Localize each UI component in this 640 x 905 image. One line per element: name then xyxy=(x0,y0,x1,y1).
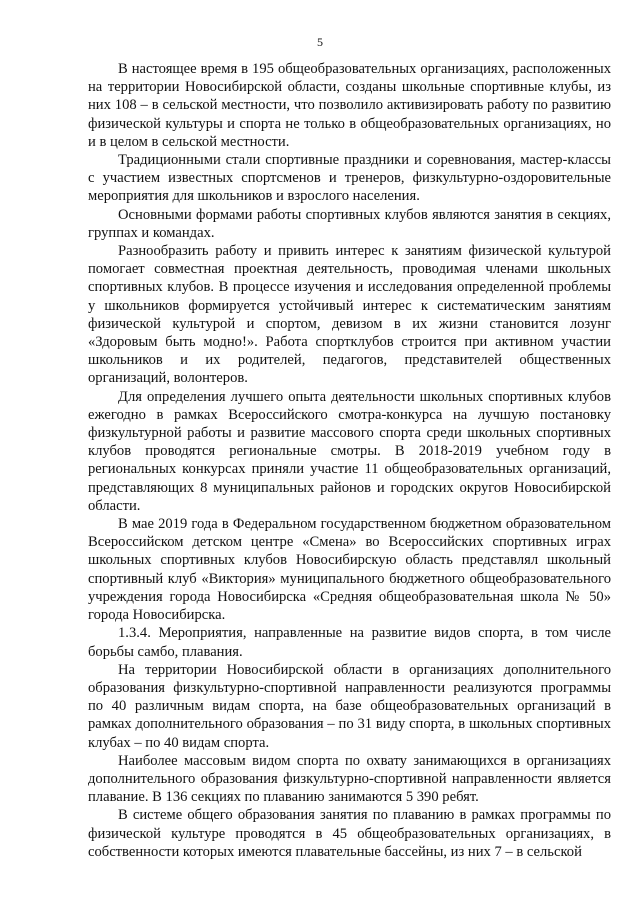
document-body xyxy=(88,60,611,861)
paragraph: Разнообразить работу и привить интерес к занятиям физической культурой помогает совместная проектная деятельность, проводимая членами школьных спортивных клубов. В процессе изучения и исследования определенной проблемы у школьников формируется устойчивый интерес к систематическим занятиям физической культурой и спортом, девизом в их жизни становится лозунг «Здоровым быть модно!». Работа спортклубов строится при активном участии школьников и их родителей, педагогов, представителей общественных организаций, волонтеров. xyxy=(88,243,611,387)
paragraph: На территории Новосибирской области в организациях дополнительного образования физкультурно-спортивной направленности реализуются программы по 40 различным видам спорта, на базе общеобразовательных организаций в рамках дополнительного образования – по 31 виду спорта, в школьных спортивных клубах – по 40 видам спорта. xyxy=(88,661,611,751)
paragraph: Традиционными стали спортивные праздники и соревнования, мастер-классы с участием известных спортсменов и тренеров, физкультурно-оздоровительные мероприятия для школьников и взрослого населения. xyxy=(88,152,611,205)
paragraph: В системе общего образования занятия по плаванию в рамках программы по физической культуре проводятся в 45 общеобразовательных организациях, в собственности которых имеются плавательные бассейны, из них 7 – в сельской xyxy=(88,807,611,860)
paragraph: Основными формами работы спортивных клубов являются занятия в секциях, группах и командах. xyxy=(88,206,611,241)
section-heading-paragraph: 1.3.4. Мероприятия, направленные на развитие видов спорта, в том числе борьбы самбо, плавания. xyxy=(88,625,611,660)
paragraph: Для определения лучшего опыта деятельности школьных спортивных клубов ежегодно в рамках Всероссийского смотра-конкурса на лучшую постановку физкультурной работы и развитие массового спорта среди школьных спортивных клубов проводятся региональные смотры. В 2018-2019 учебном году в региональных конкурсах приняли участие 11 общеобразовательных организаций, представляющих 8 муниципальных районов и городских округов Новосибирской области. xyxy=(88,388,611,514)
paragraph: Наиболее массовым видом спорта по охвату занимающихся в организациях дополнительного образования физкультурно-спортивной направленности является плавание. В 136 секциях по плаванию занимаются 5 390 ребят. xyxy=(88,752,611,806)
paragraph: В настоящее время в 195 общеобразовательных организациях, расположенных на территории Новосибирской области, созданы школьные спортивные клубы, из них 108 – в сельской местности, что позволило активизировать работу по развитию физической культуры и спорта не только в общеобразовательных организациях, но и в целом в сельской местности. xyxy=(88,61,611,150)
page-number: 5 xyxy=(317,35,323,49)
paragraph: В мае 2019 года в Федеральном государственном бюджетном образовательном Всероссийском детском центре «Смена» во Всероссийских спортивных играх школьных спортивных клубов Новосибирскую область представлял школьный спортивный клуб «Виктория» муниципального бюджетного общеобразовательного учреждения города Новосибирска «Средняя общеобразовательная школа № 50» города Новосибирска. xyxy=(88,516,611,624)
